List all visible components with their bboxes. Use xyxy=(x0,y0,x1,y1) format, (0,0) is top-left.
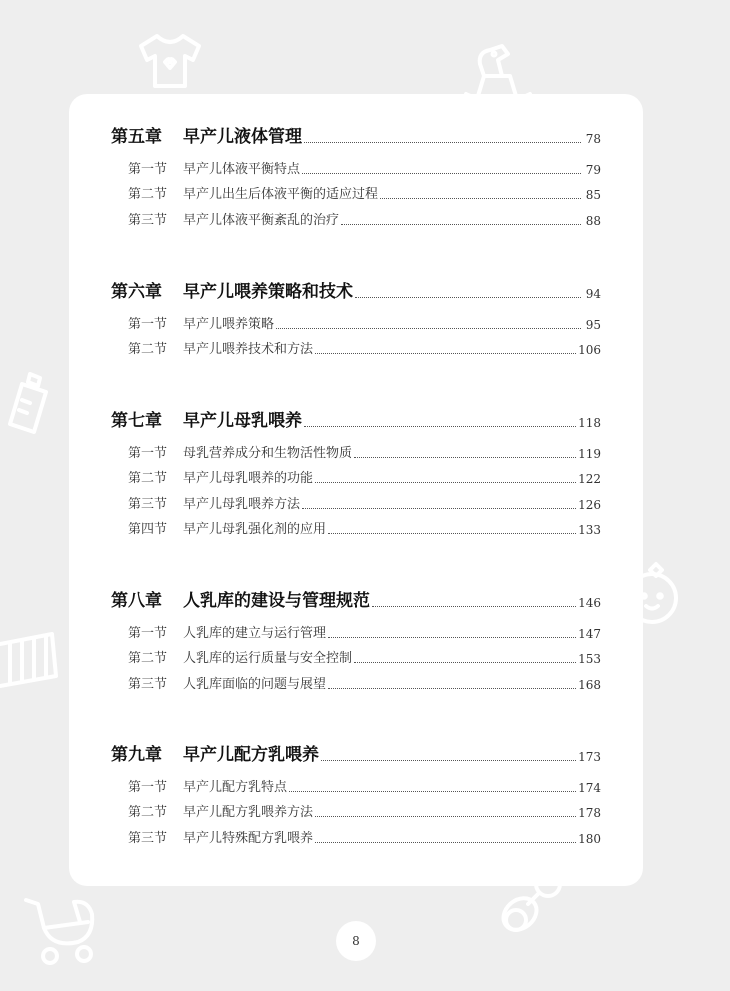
section-row[interactable] xyxy=(111,643,601,669)
section-title: 早产儿出生后体液平衡的适应过程 xyxy=(183,187,379,202)
leader-dots xyxy=(328,533,576,534)
leader-dots xyxy=(302,508,576,509)
section-title: 早产儿配方乳特点 xyxy=(183,779,288,795)
page-number: 79 xyxy=(585,162,601,177)
page-number: 126 xyxy=(578,497,601,512)
section-label: 第一节 xyxy=(128,316,168,332)
section-label: 第二节 xyxy=(128,805,168,820)
page-number: 85 xyxy=(585,188,601,202)
section-title: 早产儿体液平衡特点 xyxy=(183,161,301,177)
leader-dots xyxy=(302,173,581,174)
chapter-row[interactable] xyxy=(111,586,601,612)
section-title: 早产儿配方乳喂养方法 xyxy=(183,805,314,820)
section-label: 第一节 xyxy=(128,779,168,795)
chapter-label: 第九章 xyxy=(111,745,162,765)
page-number: 168 xyxy=(578,677,601,692)
chapter-7 xyxy=(111,406,601,539)
leader-dots xyxy=(315,842,576,843)
chapter-title: 早产儿配方乳喂养 xyxy=(183,745,319,765)
section-title: 早产儿母乳喂养的功能 xyxy=(183,471,314,486)
section-row[interactable] xyxy=(111,488,601,514)
section-title: 早产儿特殊配方乳喂养 xyxy=(183,830,314,846)
section-label: 第一节 xyxy=(128,445,168,461)
section-title: 母乳营养成分和生物活性物质 xyxy=(183,445,353,461)
chapter-title: 早产儿喂养策略和技术 xyxy=(183,282,353,302)
section-title: 人乳库的运行质量与安全控制 xyxy=(183,651,353,666)
section-title: 人乳库的建立与运行管理 xyxy=(183,625,327,641)
chapter-label: 第五章 xyxy=(111,127,162,147)
section-label: 第一节 xyxy=(128,625,168,641)
leader-dots xyxy=(315,353,576,354)
section-label: 第三节 xyxy=(128,496,168,512)
section-row[interactable] xyxy=(111,437,601,463)
chapter-title: 早产儿母乳喂养 xyxy=(183,411,302,431)
leader-dots xyxy=(315,482,576,483)
section-label: 第二节 xyxy=(128,471,168,486)
section-label: 第三节 xyxy=(128,830,168,846)
section-row[interactable] xyxy=(111,463,601,489)
section-label: 第三节 xyxy=(128,212,168,228)
section-label: 第四节 xyxy=(128,522,168,537)
page-number-badge: 8 xyxy=(336,921,376,961)
page-number: 106 xyxy=(578,343,601,357)
section-title: 人乳库面临的问题与展望 xyxy=(183,676,327,692)
leader-dots xyxy=(355,297,581,298)
page-number: 173 xyxy=(578,750,601,764)
onesie-icon xyxy=(135,30,205,92)
section-row[interactable] xyxy=(111,204,601,230)
page-number: 119 xyxy=(578,446,601,461)
page-number: 118 xyxy=(578,416,601,430)
leader-dots xyxy=(304,426,576,427)
page-number: 122 xyxy=(578,472,601,486)
section-row[interactable] xyxy=(111,514,601,540)
stroller-icon xyxy=(22,892,102,968)
section-label: 第三节 xyxy=(128,676,168,692)
page-number: 78 xyxy=(585,132,601,146)
page-number: 133 xyxy=(578,523,601,537)
page-number: 88 xyxy=(585,213,601,228)
section-row[interactable] xyxy=(111,153,601,179)
chapter-5 xyxy=(111,122,601,230)
chapter-9 xyxy=(111,740,601,848)
section-title: 早产儿母乳喂养方法 xyxy=(183,496,301,512)
section-row[interactable] xyxy=(111,797,601,823)
page-number: 180 xyxy=(578,831,601,846)
chapter-8 xyxy=(111,586,601,694)
section-label: 第二节 xyxy=(128,187,168,202)
section-title: 早产儿喂养策略 xyxy=(183,316,275,332)
chapter-title: 人乳库的建设与管理规范 xyxy=(183,591,370,611)
baby-bottle-icon xyxy=(0,370,52,440)
section-row[interactable] xyxy=(111,617,601,643)
section-row[interactable] xyxy=(111,668,601,694)
leader-dots xyxy=(304,142,581,143)
page-number: 146 xyxy=(578,596,601,610)
page-number: 174 xyxy=(578,780,601,795)
section-row[interactable] xyxy=(111,179,601,205)
crib-icon xyxy=(0,630,60,692)
chapter-title: 早产儿液体管理 xyxy=(183,127,302,147)
section-label: 第二节 xyxy=(128,342,168,357)
chapter-label: 第八章 xyxy=(111,591,162,611)
page-number: 95 xyxy=(585,317,601,332)
leader-dots xyxy=(289,791,576,792)
leader-dots xyxy=(354,662,576,663)
chapter-label: 第六章 xyxy=(111,282,162,302)
toc-card xyxy=(69,94,643,886)
chapter-6 xyxy=(111,277,601,359)
page-number: 94 xyxy=(585,287,601,301)
section-title: 早产儿体液平衡紊乱的治疗 xyxy=(183,212,340,228)
section-row[interactable] xyxy=(111,822,601,848)
leader-dots xyxy=(372,606,576,607)
section-row[interactable] xyxy=(111,308,601,334)
section-label: 第二节 xyxy=(128,651,168,666)
section-row[interactable] xyxy=(111,771,601,797)
leader-dots xyxy=(276,328,581,329)
section-title: 早产儿喂养技术和方法 xyxy=(183,342,314,357)
section-row[interactable] xyxy=(111,334,601,360)
section-label: 第一节 xyxy=(128,161,168,177)
chapter-label: 第七章 xyxy=(111,411,162,431)
leader-dots xyxy=(380,198,581,199)
leader-dots xyxy=(354,457,576,458)
chapter-row[interactable] xyxy=(111,406,601,432)
chapter-row[interactable] xyxy=(111,277,601,303)
leader-dots xyxy=(341,224,581,225)
leader-dots xyxy=(321,760,576,761)
page-number: 178 xyxy=(578,806,601,820)
leader-dots xyxy=(328,688,576,689)
section-title: 早产儿母乳强化剂的应用 xyxy=(183,522,327,537)
page-number: 147 xyxy=(578,626,601,641)
leader-dots xyxy=(328,637,576,638)
chapter-row[interactable] xyxy=(111,740,601,766)
page-number: 153 xyxy=(578,652,601,666)
chapter-row[interactable] xyxy=(111,122,601,148)
leader-dots xyxy=(315,816,576,817)
